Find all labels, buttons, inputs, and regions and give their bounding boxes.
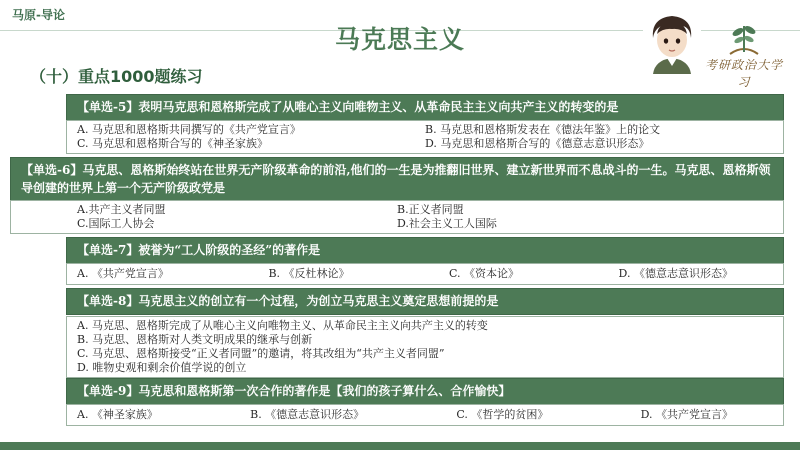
option-c[interactable]: C. 马克思和恩格斯合写的《神圣家族》 [77,137,269,150]
option-b[interactable]: B.正义者同盟 [397,203,464,216]
option-b[interactable]: B. 《德意志意识形态》 [250,408,365,421]
option-d[interactable]: D. 马克思和恩格斯合写的《德意志意识形态》 [425,137,650,150]
option-b[interactable]: B. 《反杜林论》 [268,267,350,280]
avatar-icon [643,10,701,74]
question-options [66,316,784,378]
plant-logo-icon [700,18,788,58]
question-stem: 【单选-6】马克思、恩格斯始终站在世界无产阶级革命的前沿,他们的一生是为推翻旧世界、建立新世界而不息战斗的一生。马克思、恩格斯领导创建的世界上第一个无产阶级政党是 [10,157,784,201]
brand-logo [700,18,788,89]
option-a[interactable]: A. 马克思、恩格斯完成了从唯心主义向唯物主义、从革命民主主义向共产主义的转变 [77,319,488,332]
question-stem: 【单选-7】被誉为“工人阶级的圣经”的著作是 [66,237,784,264]
question-options [10,200,784,234]
footer-band [0,442,800,450]
option-d[interactable]: D. 唯物史观和剩余价值学说的创立 [77,361,247,374]
question-stem: 【单选-8】马克思主义的创立有一个过程，为创立马克思主义奠定思想前提的是 [66,288,784,315]
question-stem: 【单选-9】马克思和恩格斯第一次合作的著作是【我们的孩子算什么、合作愉快】 [66,378,784,405]
option-c[interactable]: C. 马克思、恩格斯接受“正义者同盟”的邀请，将其改组为“共产主义者同盟” [77,347,445,360]
chapter-tag: 马原-导论 [12,8,65,22]
section-title: （十）重点1000题练习 [30,67,203,86]
question-options [66,404,784,426]
question-options [66,263,784,285]
option-c[interactable]: C.国际工人协会 [77,217,155,230]
option-a[interactable]: A. 《神圣家族》 [77,408,158,421]
question-stem: 【单选-5】表明马克思和恩格斯完成了从唯心主义向唯物主义、从革命民主主义向共产主义的转变的是 [66,94,784,121]
option-a[interactable]: A. 马克思和恩格斯共同撰写的《共产党宣言》 [77,123,301,136]
option-d[interactable]: D.社会主义工人国际 [397,217,497,230]
option-d[interactable]: D. 《德意志意识形态》 [618,267,733,280]
option-a[interactable]: A. 《共产党宣言》 [77,267,169,280]
option-a[interactable]: A.共产主义者同盟 [77,203,166,216]
question-options [66,120,784,154]
option-c[interactable]: C. 《哲学的贫困》 [456,408,549,421]
option-b[interactable]: B. 马克思和恩格斯发表在《德法年鉴》上的论文 [425,123,661,136]
option-d[interactable]: D. 《共产党宣言》 [640,408,733,421]
option-c[interactable]: C. 《资本论》 [449,267,520,280]
page-title: 马克思主义 [334,25,465,54]
option-b[interactable]: B. 马克思、恩格斯对人类文明成果的继承与创新 [77,333,313,346]
logo-text: 考研政治大学习 [704,58,783,89]
